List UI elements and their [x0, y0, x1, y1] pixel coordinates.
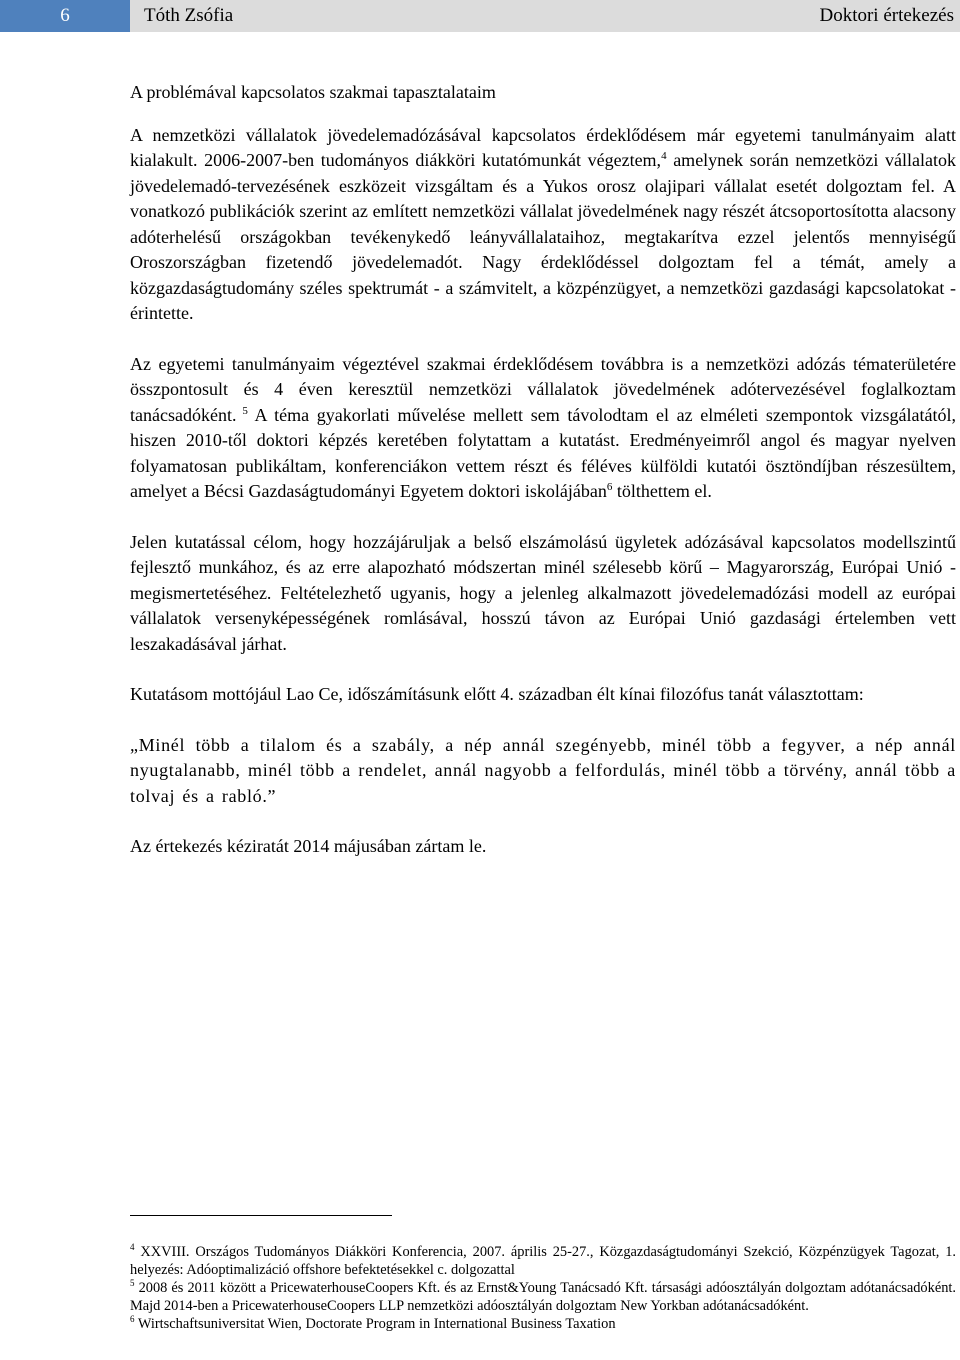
paragraph-2-text-c: tölthettem el.	[612, 481, 712, 501]
paragraph-1-text-b: amelynek során nemzetközi vállalatok jövedelemadó-tervezésének eszközeit vizsgáltam és a Yukos orosz olajipari vállalat esetét dolgoztam fel. A vonatkozó publikációk szerint az említett nemzetközi vállalat jövedelmének nagy részét átcsoportosította alacsony adóterhelésű országokban tevékenykedő leányvállalataihoz, megtakarítva ezzel jelentős mennyiségű Oroszországban fizetendő jövedelemadót. Nagy érdeklődéssel dolgoztam fel a témát, amely a közgazdaságtudomány széles spektrumát - a számvitelt, a közpénzügyet, a nemzetközi gazdasági kapcsolatokat - érintette.	[130, 150, 956, 323]
paragraph-2	[130, 352, 956, 505]
footnote-ref-5[interactable]: 5	[236, 404, 248, 417]
footnote-number: 5	[130, 1278, 135, 1289]
footnotes	[130, 1243, 956, 1333]
section-title: A problémával kapcsolatos szakmai tapasztalataim	[130, 82, 496, 102]
header-author: Tóth Zsófia	[144, 5, 234, 26]
footnote-text: 2008 és 2011 között a PricewaterhouseCoopers Kft. és az Ernst&Young Tanácsadó Kft. társasági adóosztályán dolgoztam adótanácsadóként. Majd 2014-ben a PricewaterhouseCoopers LLP nemzetközi adóosztályán dolgoztam New Yorkban adótanácsadóként.	[130, 1280, 956, 1314]
main-content	[130, 80, 956, 885]
footnote-separator	[130, 1215, 392, 1216]
paragraph-4: Kutatásom mottójául Lao Ce, időszámításunk előtt 4. században élt kínai filozófus tanát választottam:	[130, 684, 864, 704]
paragraph-1-text-a: A nemzetközi vállalatok jövedelemadózásával kapcsolatos érdeklődésem már egyetemi tanulmányaim alatt kialakult. 2006-2007-ben tudományos diákköri kutatómunkát végeztem,	[130, 124, 956, 170]
footnote-5	[130, 1279, 956, 1315]
paragraph-2-text-a: Az egyetemi tanulmányaim végeztével szakmai érdeklődésem továbbra is a nemzetközi adózás tématerületére összpontosult és 4 éven keresztül nemzetközi vállalatok jövedelmének adótervezésével foglalkoztam tanácsadóként.	[130, 353, 956, 425]
page-header	[0, 0, 960, 32]
paragraph-2-text-b: A téma gyakorlati művelése mellett sem távolodtam el az elméleti szempontok vizsgálatától, hiszen 2010-től doktori képzés keretében folytattam a kutatást. Eredményeimről angol és magyar nyelven folyamatosan publikáltam, konferenciákon vettem részt és féléves külföldi kutatói ösztöndíjban részesültem, amelyet a Bécsi Gazdaságtudományi Egyetem doktori iskolájában	[130, 404, 956, 501]
footnote-number: 6	[130, 1314, 135, 1325]
paragraph-3: Jelen kutatással célom, hogy hozzájáruljak a belső elszámolású ügyletek adózásával kapcsolatos modellszintű fejlesztő munkához, és az erre alapozható módszertan minél szélesebb körű – Magyarország, Európai Unió - megismertetéséhez. Feltételezhető ugyanis, hogy a jelenleg alkalmazott jövedelemadózási modell az európai vállalatok versenyképességének romlásával, hosszú távon az Európai Unió gazdasági értelemben vett leszakadásával járhat.	[130, 531, 956, 654]
footnote-text: Wirtschaftsuniversitat Wien, Doctorate Program in International Business Taxation	[134, 1316, 616, 1332]
footnote-text: XXVIII. Országos Tudományos Diákköri Konferencia, 2007. április 25-27., Közgazdaságtudományi Szekció, Közpénzügyek Tagozat, 1. helyezés: Adóoptimalizáció offshore befektetésekkel c. dolgozattal	[130, 1244, 956, 1278]
footnote-ref-6[interactable]: 6	[606, 481, 613, 493]
footnote-ref-4[interactable]: 4	[661, 150, 667, 162]
paragraph-5: Az értekezés kéziratát 2014 májusában zártam le.	[130, 836, 487, 856]
footnote-4	[130, 1243, 956, 1279]
footnote-number: 4	[130, 1242, 135, 1253]
paragraph-1	[130, 123, 956, 327]
header-document-title: Doktori értekezés	[819, 5, 954, 26]
footnote-6	[130, 1315, 956, 1333]
page-number: 6	[0, 0, 130, 32]
motto-quote: „Minél több a tilalom és a szabály, a nép annál szegényebb, minél több a fegyver, a nép annál nyugtalanabb, minél több a rendelet, annál nagyobb a felfordulás, minél több a törvény, annál több a tolvaj és a rabló.”	[130, 734, 956, 806]
